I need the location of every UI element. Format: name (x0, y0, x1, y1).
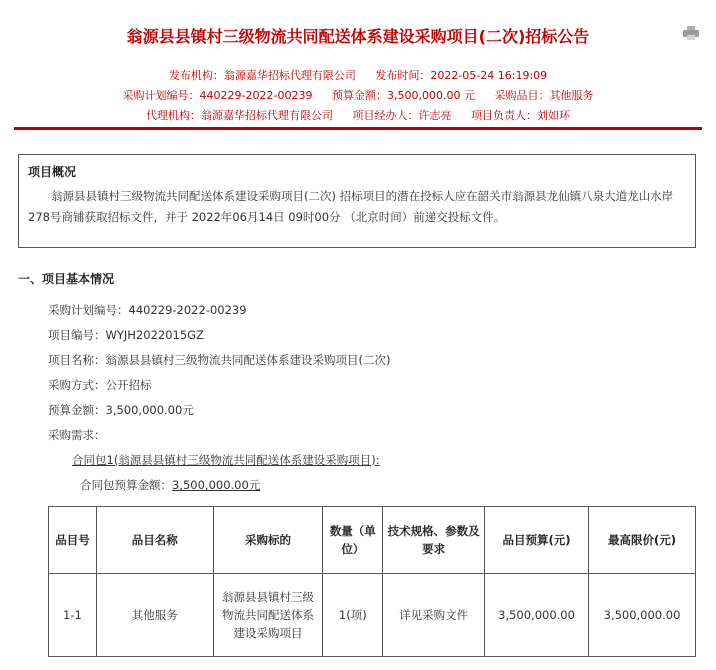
col-item-no: 品目号 (49, 507, 97, 574)
col-quantity: 数量（单位） (323, 507, 383, 574)
plan-no-value: 440229-2022-00239 (199, 89, 313, 102)
meta-row-2 (0, 87, 716, 103)
meta-row-3 (0, 107, 716, 123)
method-line: 采购方式：公开招标 (48, 378, 152, 392)
budget-label: 预算金额： (331, 89, 387, 102)
table-header-row (49, 507, 696, 574)
cell-item-no: 1-1 (49, 574, 97, 657)
cell-item-name: 其他服务 (96, 574, 213, 657)
cell-quantity: 1(项) (323, 574, 383, 657)
handler-value: 许志亮 (418, 109, 452, 122)
publisher-value: 翁源嘉华招标代理有限公司 (223, 69, 356, 82)
project-no-line: 项目编号：WYJH2022015GZ (48, 328, 204, 342)
manager-value: 刘如环 (537, 109, 570, 122)
plan-no-line: 采购计划编号：440229-2022-00239 (48, 303, 247, 317)
header-divider (14, 127, 702, 130)
col-max-price: 最高限价(元) (589, 507, 696, 574)
category-label: 采购品目： (494, 89, 550, 102)
overview-text: 翁源县县镇村三级物流共同配送体系建设采购项目(二次) 招标项目的潜在投标人应在韶关市翁源县龙仙镇八泉大道龙山水岸278号商铺获取招标文件，并于 2022年06月14日 09时00分 （北京时间）前递交投标文件。 (28, 189, 674, 224)
budget-line: 预算金额：3,500,000.00元 (48, 403, 194, 417)
col-item-budget: 品目预算(元) (485, 507, 589, 574)
manager-label: 项目负责人： (471, 109, 537, 122)
items-table (48, 506, 696, 657)
cell-max-price: 3,500,000.00 (589, 574, 696, 657)
publish-time-label: 发布时间： (375, 69, 431, 82)
cell-spec: 详见采购文件 (383, 574, 485, 657)
col-subject: 采购标的 (213, 507, 323, 574)
col-spec: 技术规格、参数及要求 (383, 507, 485, 574)
demand-line: 采购需求： (48, 428, 106, 442)
agency-label: 代理机构： (146, 109, 201, 122)
agency-value: 翁源嘉华招标代理有限公司 (201, 109, 333, 122)
cell-subject: 翁源县县镇村三级物流共同配送体系建设采购项目 (213, 574, 323, 657)
package-budget-line (80, 477, 260, 493)
printer-icon[interactable] (683, 26, 699, 40)
plan-no-label: 采购计划编号： (122, 89, 200, 102)
table-row (49, 574, 696, 657)
publisher-label: 发布机构： (168, 69, 224, 82)
budget-value: 3,500,000.00 元 (386, 89, 475, 102)
cell-item-budget: 3,500,000.00 (485, 574, 589, 657)
project-name-line: 项目名称：翁源县县镇村三级物流共同配送体系建设采购项目(二次) (48, 353, 391, 367)
handler-label: 项目经办人： (352, 109, 419, 122)
package-link[interactable]: 合同包1(翁源县县镇村三级物流共同配送体系建设采购项目): (72, 453, 380, 467)
meta-row-1 (0, 67, 716, 83)
package-budget-label: 合同包预算金额： (80, 478, 172, 492)
publish-time-value: 2022-05-24 16:19:09 (430, 69, 548, 82)
overview-box (18, 154, 696, 248)
package-budget-value: 3,500,000.00元 (172, 478, 261, 492)
page-title: 翁源县县镇村三级物流共同配送体系建设采购项目(二次)招标公告 (126, 27, 590, 46)
section-heading: 一、项目基本情况 (18, 272, 115, 286)
col-item-name: 品目名称 (96, 507, 213, 574)
category-value: 其他服务 (549, 89, 594, 102)
overview-heading: 项目概况 (28, 165, 77, 179)
